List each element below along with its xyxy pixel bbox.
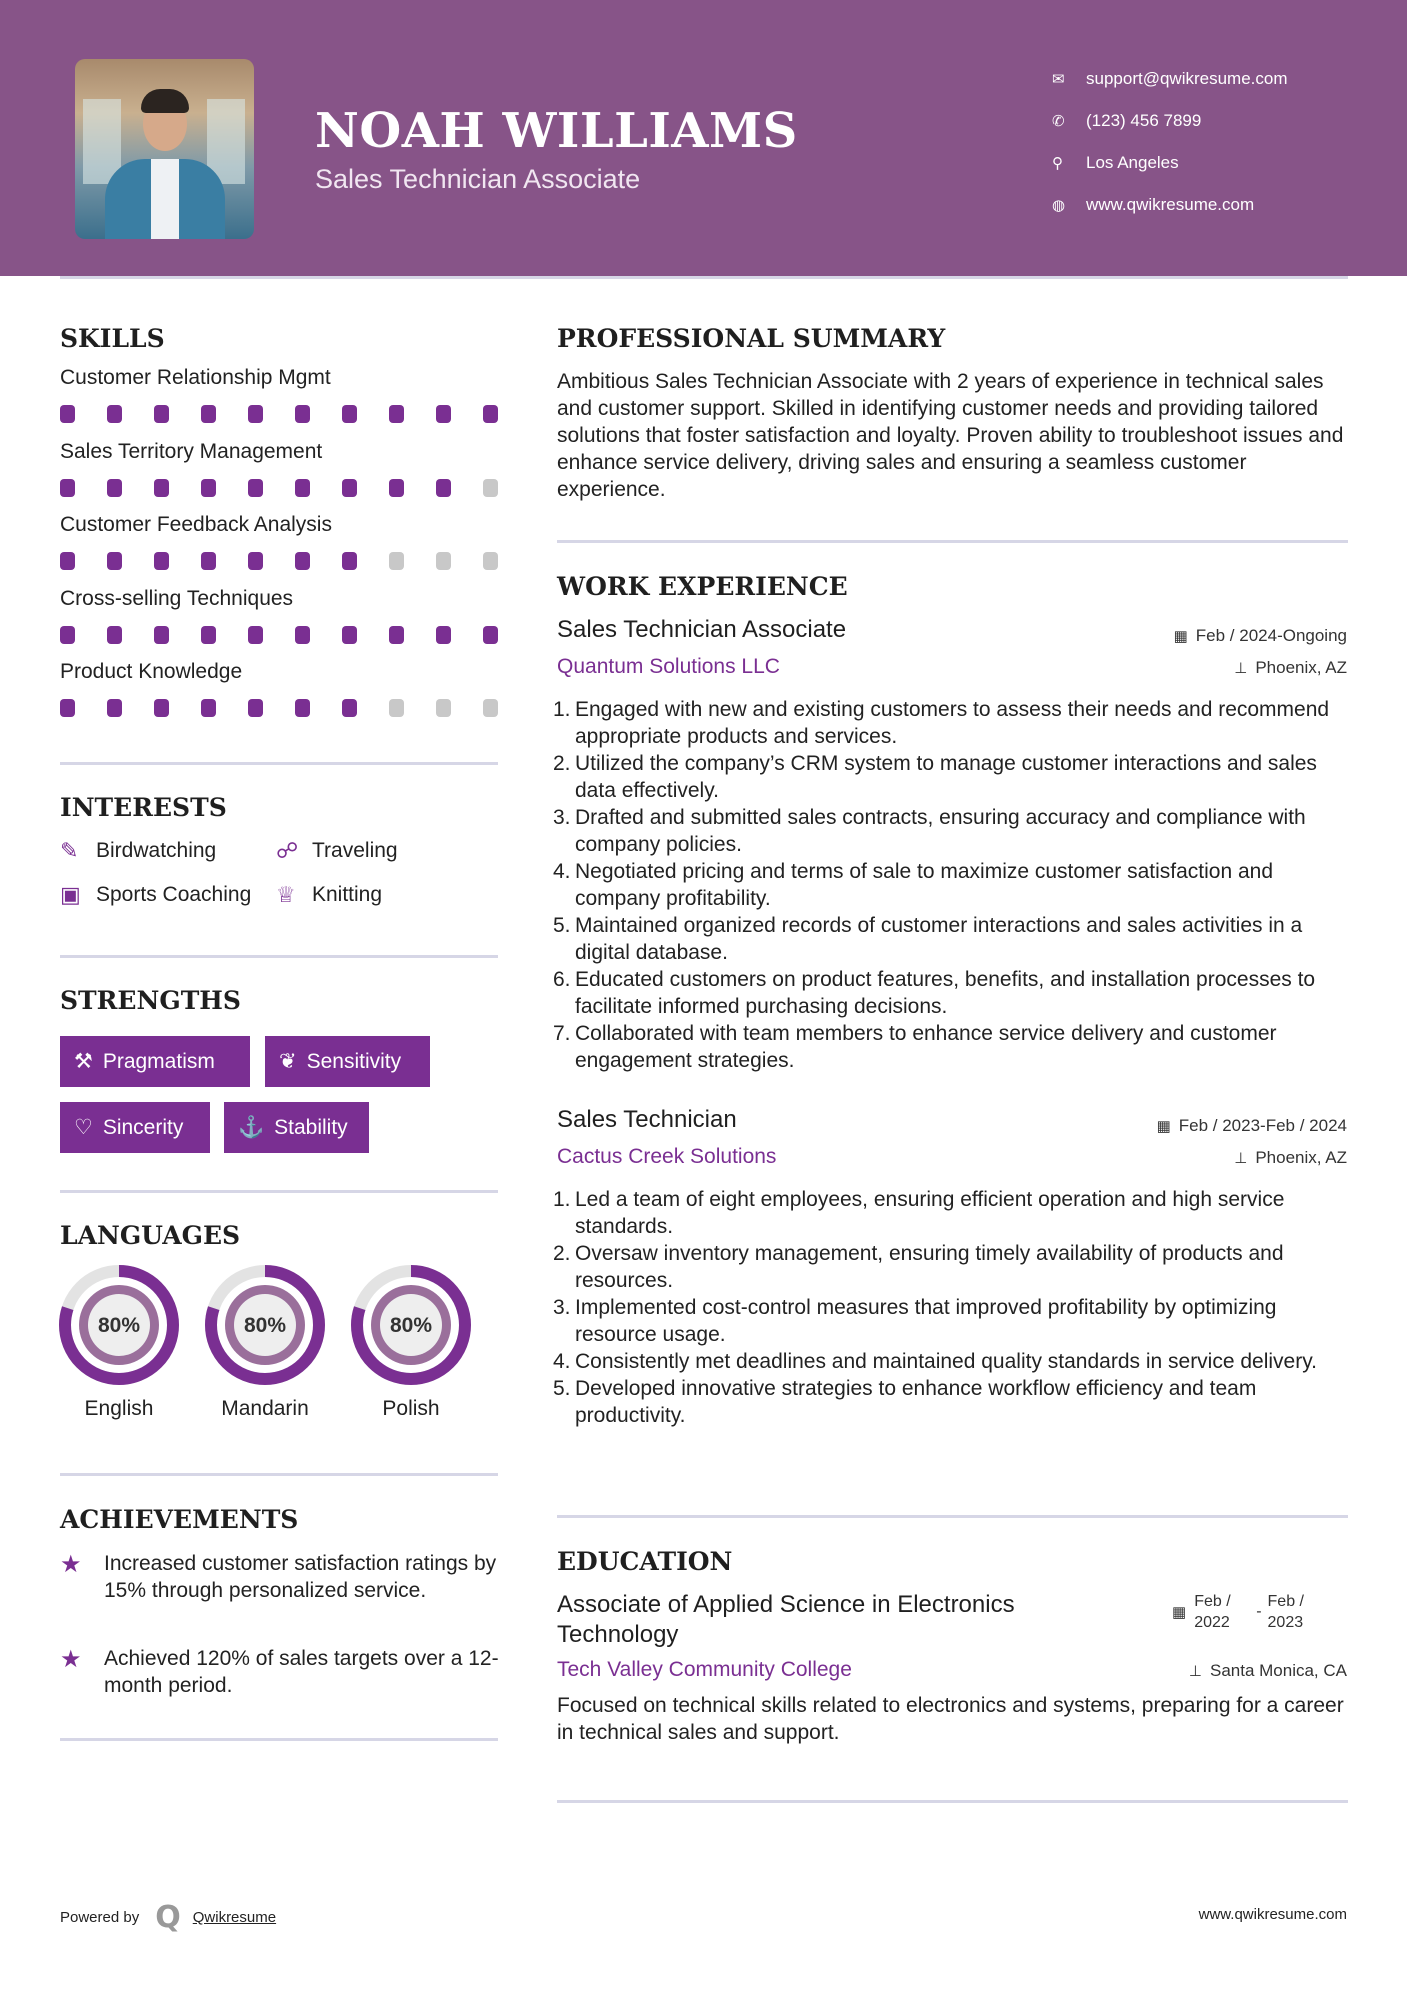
- education-description: Focused on technical skills related to electronics and systems, preparing for a career in technical sales and support.: [557, 1694, 1344, 1744]
- job-bullet: 6. Educated customers on product features, benefits, and installation processes to facilitate informed purchasing decisions.: [553, 968, 1316, 1018]
- skill-dot-empty: [483, 699, 498, 717]
- skill-dot-filled: [342, 626, 357, 644]
- language-ring: [205, 1265, 325, 1385]
- strength-tag: ❦ Sensitivity: [265, 1036, 430, 1087]
- job-title: Sales Technician Associate: [557, 616, 847, 643]
- divider: [60, 1473, 498, 1476]
- contact-location: ⚲ Los Angeles: [1052, 153, 1179, 172]
- job-dates: ▦ Feb / 2024-Ongoing: [1173, 626, 1347, 645]
- job-company: Cactus Creek Solutions: [557, 1145, 777, 1168]
- contact-phone[interactable]: ✆ (123) 456 7899: [1052, 111, 1202, 130]
- binoculars-icon: ☍: [276, 838, 299, 863]
- skills-title: SKILLS: [60, 324, 165, 353]
- job-company: Quantum Solutions LLC: [557, 655, 780, 678]
- profile-photo: [75, 59, 254, 239]
- skill-dot-filled: [201, 699, 216, 717]
- skill-dot-filled: [483, 626, 498, 644]
- footer-brand-link[interactable]: Qwikresume: [192, 1909, 277, 1926]
- experience-title: WORK EXPERIENCE: [557, 572, 848, 601]
- achievement-item: ★ Increased customer satisfaction ratings by 15% through personalized service.: [60, 1551, 497, 1602]
- skill-dot-filled: [107, 479, 122, 497]
- gavel-icon: ⚒: [74, 1050, 93, 1073]
- job-bullet: 5. Maintained organized records of customer interactions and sales activities in a digital database.: [553, 914, 1303, 964]
- trophy-icon: ♕: [276, 882, 296, 907]
- skill-name: Cross-selling Techniques: [60, 586, 294, 610]
- skill-dot-filled: [248, 552, 263, 570]
- skill-dot-filled: [248, 405, 263, 423]
- strength-tag: ♡ Sincerity: [60, 1102, 210, 1153]
- language-percent: 80%: [243, 1314, 287, 1337]
- skill-dot-filled: [295, 699, 310, 717]
- skill-dot-filled: [342, 699, 357, 717]
- phone-icon: ✆: [1052, 113, 1065, 130]
- language-ring: [59, 1265, 179, 1385]
- skill-dot-filled: [389, 626, 404, 644]
- pin-icon: ⊥: [1234, 1150, 1248, 1167]
- qwikresume-logo-icon: Q: [155, 1900, 181, 1935]
- contact-website[interactable]: ◍ www.qwikresume.com: [1052, 195, 1255, 214]
- calendar-icon: ▦: [1173, 628, 1188, 645]
- skill-dot-filled: [154, 405, 169, 423]
- skill-dot-filled: [342, 552, 357, 570]
- skill-dot-filled: [436, 626, 451, 644]
- contact-email[interactable]: ✉ support@qwikresume.com: [1052, 69, 1288, 88]
- divider: [60, 1190, 498, 1193]
- skill-dot-filled: [107, 699, 122, 717]
- divider: [557, 540, 1348, 543]
- achievement-item: ★ Achieved 120% of sales targets over a 12-month period.: [60, 1646, 499, 1697]
- star-icon: ★: [60, 1551, 82, 1578]
- job-bullet: 5. Developed innovative strategies to enhance workflow efficiency and team productivity.: [553, 1377, 1257, 1427]
- skill-dot-filled: [483, 405, 498, 423]
- job-bullet: 4. Consistently met deadlines and maintained quality standards in service delivery.: [553, 1350, 1318, 1373]
- interest-item: ☍ Traveling: [276, 838, 398, 863]
- skill-dot-empty: [483, 479, 498, 497]
- skill-dot-filled: [60, 405, 75, 423]
- school-name: Tech Valley Community College: [557, 1658, 852, 1681]
- globe-icon: ◍: [1052, 197, 1066, 214]
- skill-dot-filled: [60, 699, 75, 717]
- skill-dot-filled: [201, 479, 216, 497]
- interest-item: ▣ Sports Coaching: [60, 882, 252, 907]
- job-location: ⊥ Phoenix, AZ: [1234, 1148, 1347, 1167]
- divider: [60, 1738, 498, 1741]
- language-name: Polish: [382, 1397, 440, 1420]
- skill-level-dots: [60, 479, 500, 497]
- footer-url[interactable]: www.qwikresume.com: [1198, 1906, 1347, 1923]
- skill-dot-filled: [342, 479, 357, 497]
- strength-tag: ⚒ Pragmatism: [60, 1036, 250, 1087]
- job-location: ⊥ Phoenix, AZ: [1234, 658, 1347, 677]
- job-bullet: 3. Implemented cost-control measures that improved profitability by optimizing resource usage.: [553, 1296, 1277, 1346]
- briefcase-icon: ▣: [60, 882, 81, 907]
- job-bullet: 1. Led a team of eight employees, ensuring efficient operation and high service standards.: [553, 1188, 1285, 1238]
- interests-title: INTERESTS: [60, 793, 227, 822]
- skill-dot-filled: [248, 626, 263, 644]
- education-location: ⊥ Santa Monica, CA: [1188, 1661, 1347, 1680]
- job-bullet: 1. Engaged with new and existing customers to assess their needs and recommend appropriate products and services.: [553, 698, 1330, 748]
- languages-title: LANGUAGES: [60, 1221, 241, 1250]
- job-bullets: [553, 696, 1350, 1074]
- calendar-icon: ▦: [1172, 1604, 1187, 1621]
- resume-header: [0, 0, 1407, 276]
- footer-powered-by: Powered by Q Qwikresume: [60, 1900, 277, 1935]
- heart-icon: ♡: [74, 1116, 93, 1139]
- skill-dot-filled: [389, 479, 404, 497]
- job-dates: ▦ Feb / 2023-Feb / 2024: [1156, 1116, 1347, 1135]
- skill-dot-filled: [436, 479, 451, 497]
- skill-dot-filled: [154, 552, 169, 570]
- interest-item: ♕ Knitting: [276, 882, 383, 907]
- edit-icon: ✎: [60, 838, 79, 863]
- summary-title: PROFESSIONAL SUMMARY: [557, 324, 946, 353]
- pin-icon: ⊥: [1234, 660, 1248, 677]
- interest-item: ✎ Birdwatching: [60, 838, 217, 863]
- skill-level-dots: [60, 552, 500, 570]
- skill-dot-empty: [389, 552, 404, 570]
- skill-dot-filled: [154, 699, 169, 717]
- skill-dot-filled: [60, 552, 75, 570]
- skill-dot-filled: [154, 626, 169, 644]
- skill-dot-filled: [201, 626, 216, 644]
- language-ring: [351, 1265, 471, 1385]
- language-percent: 80%: [97, 1314, 141, 1337]
- skill-name: Product Knowledge: [60, 660, 243, 683]
- anchor-icon: ⚓: [238, 1115, 265, 1139]
- candidate-role: Sales Technician Associate: [315, 164, 641, 194]
- divider: [60, 762, 498, 765]
- skill-dot-filled: [342, 405, 357, 423]
- strength-tag: ⚓ Stability: [224, 1102, 369, 1153]
- language-percent: 80%: [389, 1314, 433, 1337]
- map-pin-icon: ⚲: [1052, 155, 1063, 172]
- divider: [557, 1800, 1348, 1803]
- skill-name: Customer Feedback Analysis: [60, 513, 332, 536]
- strengths-title: STRENGTHS: [60, 986, 241, 1015]
- envelope-icon: ✉: [1052, 71, 1065, 88]
- summary-text: Ambitious Sales Technician Associate with 2 years of experience in technical sales and customer support. Skilled in identifying customer needs and providing tailored solutions that foster satisfaction and loyalty. Proven ability to troubleshoot issues and enhance service delivery, driving sales and ensuring a seamless customer experience.: [557, 370, 1344, 501]
- job-bullet: 7. Collaborated with team members to enhance service delivery and customer engagement strategies.: [553, 1022, 1277, 1072]
- skill-name: Sales Territory Management: [60, 439, 323, 463]
- language-name: Mandarin: [221, 1397, 309, 1420]
- job-bullet: 4. Negotiated pricing and terms of sale to maximize customer satisfaction and company profitability.: [553, 860, 1273, 910]
- skill-dot-filled: [295, 552, 310, 570]
- education-title: EDUCATION: [557, 1547, 733, 1576]
- skill-dot-filled: [107, 405, 122, 423]
- degree-title: Associate of Applied Science in Electronics Technology: [557, 1591, 1015, 1648]
- pin-icon: ⊥: [1188, 1663, 1202, 1680]
- job-bullet: 2. Oversaw inventory management, ensuring timely availability of products and resources.: [553, 1242, 1284, 1292]
- skill-dot-filled: [154, 479, 169, 497]
- skill-dot-filled: [295, 479, 310, 497]
- language-item: [351, 1265, 471, 1421]
- skill-dot-empty: [436, 552, 451, 570]
- skill-dot-filled: [248, 479, 263, 497]
- skill-dot-filled: [60, 479, 75, 497]
- skill-dot-filled: [436, 405, 451, 423]
- skill-level-dots: [60, 626, 500, 644]
- language-name: English: [84, 1397, 154, 1420]
- divider: [60, 955, 498, 958]
- candidate-name: NOAH WILLIAMS: [315, 103, 798, 159]
- skill-dot-filled: [107, 552, 122, 570]
- skill-dot-filled: [389, 405, 404, 423]
- contact-list: [1052, 58, 1288, 226]
- header-divider: [60, 276, 1348, 279]
- job-title: Sales Technician: [557, 1106, 737, 1133]
- skill-name: Customer Relationship Mgmt: [60, 366, 331, 389]
- skill-dot-filled: [201, 405, 216, 423]
- skill-dot-empty: [436, 699, 451, 717]
- skill-dot-filled: [107, 626, 122, 644]
- leaf-icon: ❦: [279, 1050, 297, 1073]
- language-item: [205, 1265, 325, 1421]
- calendar-icon: ▦: [1156, 1118, 1171, 1135]
- star-icon: ★: [60, 1646, 82, 1673]
- education-dates: ▦ Feb / 2022 - Feb / 2023: [1172, 1593, 1304, 1631]
- achievements-title: ACHIEVEMENTS: [60, 1505, 299, 1534]
- skill-dot-filled: [60, 626, 75, 644]
- skill-dot-filled: [295, 405, 310, 423]
- language-item: [59, 1265, 179, 1421]
- skill-level-dots: [60, 405, 500, 423]
- skill-dot-filled: [295, 626, 310, 644]
- skill-dot-filled: [248, 699, 263, 717]
- divider: [557, 1515, 1348, 1518]
- job-bullets: [553, 1186, 1350, 1429]
- skill-dot-filled: [201, 552, 216, 570]
- job-bullet: 2. Utilized the company’s CRM system to manage customer interactions and sales data effectively.: [553, 752, 1317, 802]
- skill-dot-empty: [389, 699, 404, 717]
- skill-level-dots: [60, 699, 500, 717]
- job-bullet: 3. Drafted and submitted sales contracts, ensuring accuracy and compliance with company policies.: [553, 806, 1306, 856]
- skill-dot-empty: [483, 552, 498, 570]
